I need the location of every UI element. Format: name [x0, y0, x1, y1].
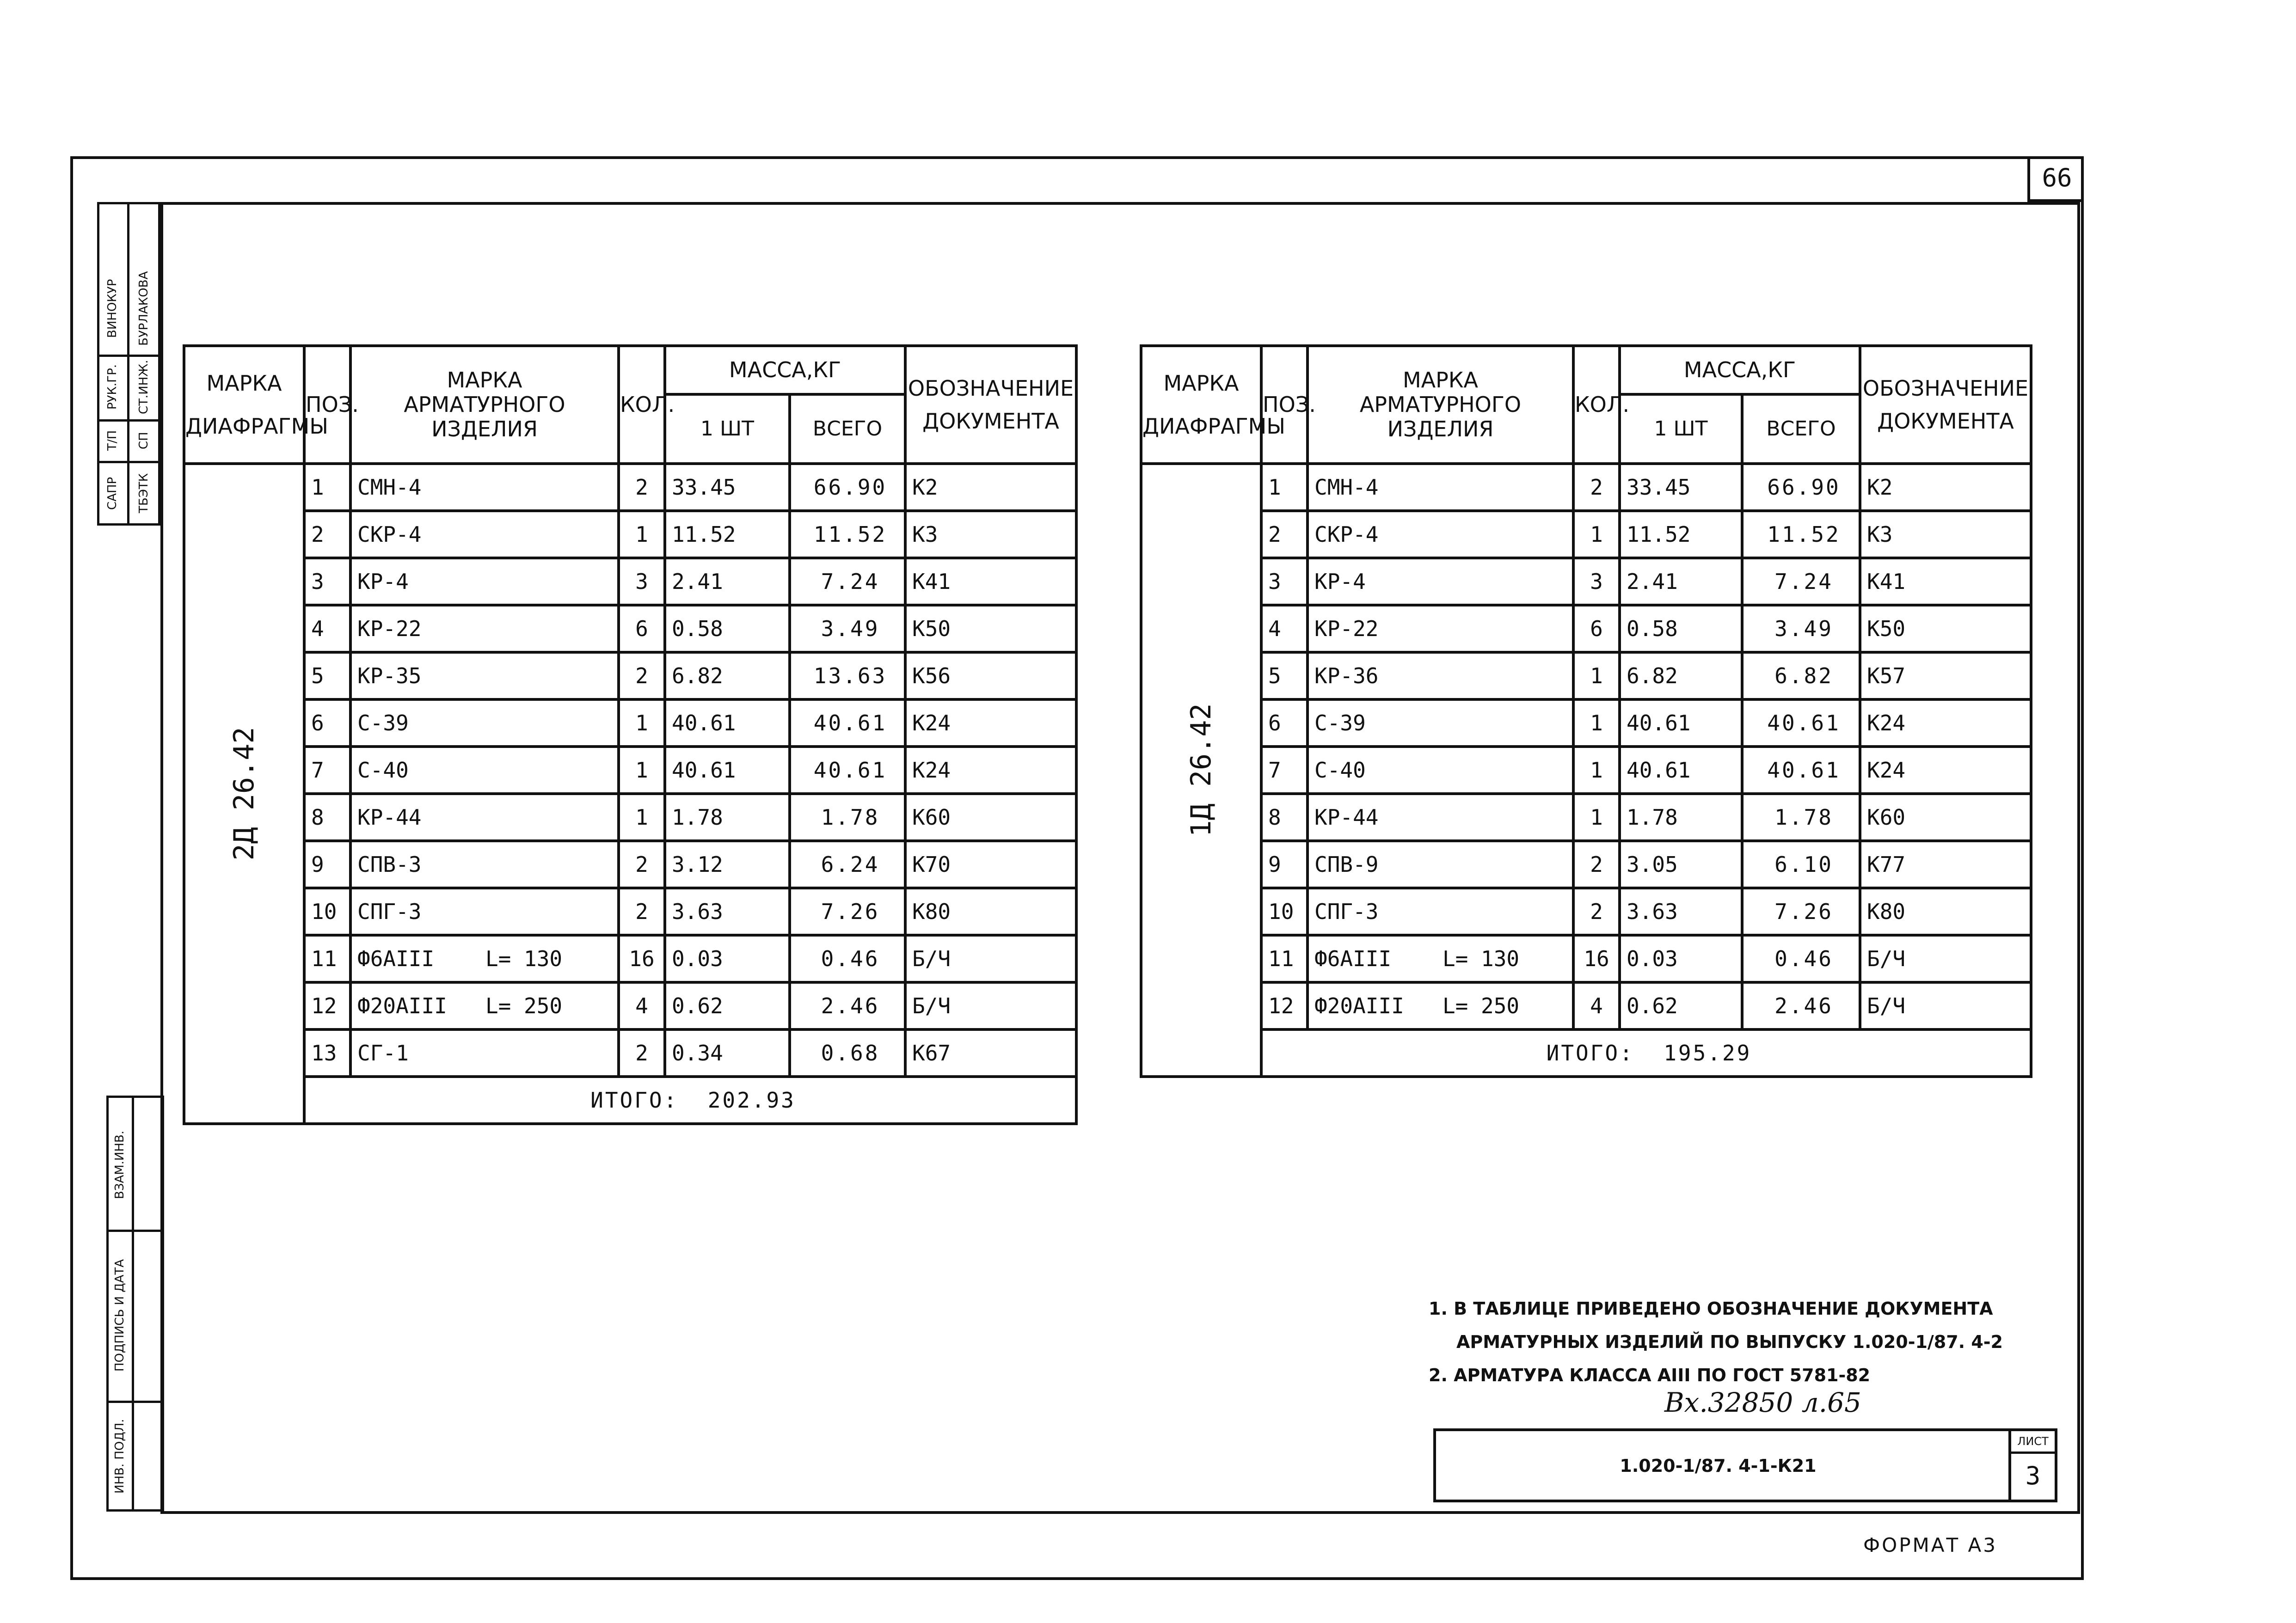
header-qty: КОЛ. — [619, 346, 665, 464]
cell-mass-one: 33.45 — [665, 464, 790, 511]
cell-mass-total: 3.49 — [790, 605, 905, 652]
format-label: ФОРМАТ А3 — [1863, 1534, 1997, 1556]
cell-doc: К60 — [1860, 794, 2031, 841]
document-code: 1.020-1/87. 4-1-К21 — [1620, 1456, 1817, 1476]
diaphragm-mark-label: 1Д 26.42 — [1185, 703, 1217, 837]
cell-mass-one: 40.61 — [1620, 747, 1742, 794]
table-row — [1141, 747, 2031, 794]
cell-doc: К77 — [1860, 841, 2031, 888]
cell-mass-total: 7.24 — [790, 558, 905, 605]
cell-mass-one: 0.58 — [665, 605, 790, 652]
header-mass: МАССА,КГ — [665, 346, 905, 394]
cell-mass-total: 7.24 — [1742, 558, 1860, 605]
cell-mass-total: 2.46 — [1742, 982, 1860, 1029]
cell-pos: 7 — [304, 747, 350, 794]
cell-doc: К41 — [1860, 558, 2031, 605]
cell-pos: 9 — [1261, 841, 1308, 888]
cell-mass-one: 3.12 — [665, 841, 790, 888]
cell-mark: СКР-4 — [350, 511, 619, 558]
cell-doc: К41 — [905, 558, 1076, 605]
cell-mass-total: 6.10 — [1742, 841, 1860, 888]
total-row — [184, 1077, 1076, 1124]
spec-table-right — [1140, 344, 2032, 1078]
cell-pos: 7 — [1261, 747, 1308, 794]
cell-mass-total: 1.78 — [790, 794, 905, 841]
cell-doc: К2 — [905, 464, 1076, 511]
cell-qty: 2 — [619, 652, 665, 699]
cell-mark: Ф20АIII L= 250 — [1308, 982, 1573, 1029]
table-row — [184, 888, 1076, 935]
cell-mass-total: 2.46 — [790, 982, 905, 1029]
stamp-label: ИНВ. ПОДЛ. — [113, 1419, 127, 1494]
cell-mass-total: 0.46 — [790, 935, 905, 982]
cell-mass-one: 11.52 — [1620, 511, 1742, 558]
cell-pos: 9 — [304, 841, 350, 888]
cell-pos: 2 — [1261, 511, 1308, 558]
cell-mass-total: 66.90 — [790, 464, 905, 511]
cell-mass-one: 3.63 — [1620, 888, 1742, 935]
cell-mass-one: 0.03 — [1620, 935, 1742, 982]
cell-mass-total: 40.61 — [1742, 747, 1860, 794]
cell-pos: 6 — [304, 699, 350, 747]
table-row — [1141, 558, 2031, 605]
cell-qty: 2 — [619, 464, 665, 511]
sheet-label: ЛИСТ — [2011, 1431, 2055, 1454]
notes — [1429, 1292, 2003, 1392]
cell-pos: 4 — [304, 605, 350, 652]
table-row — [1141, 699, 2031, 747]
table-row — [184, 982, 1076, 1029]
table-row — [184, 935, 1076, 982]
cell-pos: 3 — [1261, 558, 1308, 605]
cell-qty: 6 — [1573, 605, 1620, 652]
cell-mass-one: 0.62 — [665, 982, 790, 1029]
cell-qty: 16 — [1573, 935, 1620, 982]
header-qty: КОЛ. — [1573, 346, 1620, 464]
cell-doc: К24 — [905, 699, 1076, 747]
cell-doc: К50 — [905, 605, 1076, 652]
cell-mark: КР-44 — [1308, 794, 1573, 841]
cell-doc: Б/Ч — [1860, 935, 2031, 982]
cell-qty: 1 — [1573, 652, 1620, 699]
cell-mark: КР-36 — [1308, 652, 1573, 699]
cell-qty: 2 — [1573, 841, 1620, 888]
cell-mass-total: 1.78 — [1742, 794, 1860, 841]
cell-mass-one: 2.41 — [665, 558, 790, 605]
stamp-label: РУК.ГР. — [105, 364, 119, 410]
stamp-name: СТ.ИНЖ. — [137, 360, 151, 414]
header-item-mark: МАРКА АРМАТУРНОГО ИЗДЕЛИЯ — [350, 346, 619, 464]
cell-mark: Ф6АIII L= 130 — [350, 935, 619, 982]
cell-qty: 3 — [619, 558, 665, 605]
cell-qty: 1 — [619, 699, 665, 747]
spec-table-left — [183, 344, 1078, 1125]
cell-qty: 4 — [619, 982, 665, 1029]
cell-qty: 1 — [1573, 699, 1620, 747]
cell-doc: К80 — [905, 888, 1076, 935]
table-row — [184, 464, 1076, 511]
cell-doc: Б/Ч — [905, 935, 1076, 982]
cell-qty: 1 — [1573, 794, 1620, 841]
side-stamp-bottom — [106, 1096, 164, 1512]
table-row — [184, 794, 1076, 841]
cell-pos: 3 — [304, 558, 350, 605]
stamp-label: САПР — [105, 477, 119, 510]
cell-pos: 13 — [304, 1029, 350, 1077]
cell-mark: КР-22 — [350, 605, 619, 652]
cell-mass-total: 6.82 — [1742, 652, 1860, 699]
diaphragm-mark — [184, 464, 304, 1124]
header-pos: ПОЗ. — [304, 346, 350, 464]
cell-qty: 2 — [1573, 888, 1620, 935]
cell-doc: К50 — [1860, 605, 2031, 652]
note-line: 1. В ТАБЛИЦЕ ПРИВЕДЕНО ОБОЗНАЧЕНИЕ ДОКУМЕНТА — [1429, 1298, 1993, 1319]
cell-mass-one: 0.34 — [665, 1029, 790, 1077]
header-mass-one: 1 ШТ — [1620, 394, 1742, 464]
cell-mark: Ф6АIII L= 130 — [1308, 935, 1573, 982]
cell-pos: 11 — [1261, 935, 1308, 982]
cell-qty: 2 — [619, 888, 665, 935]
cell-mass-total: 13.63 — [790, 652, 905, 699]
cell-mass-total: 0.46 — [1742, 935, 1860, 982]
cell-mark: СМН-4 — [1308, 464, 1573, 511]
total-mass: ИТОГО: 195.29 — [1261, 1029, 2031, 1077]
header-mass-total: ВСЕГО — [790, 394, 905, 464]
table-row — [1141, 464, 2031, 511]
cell-qty: 2 — [619, 841, 665, 888]
cell-pos: 1 — [1261, 464, 1308, 511]
cell-mark: СМН-4 — [350, 464, 619, 511]
cell-doc: К2 — [1860, 464, 2031, 511]
cell-qty: 1 — [619, 511, 665, 558]
cell-mass-one: 33.45 — [1620, 464, 1742, 511]
header-mass: МАССА,КГ — [1620, 346, 1860, 394]
cell-mass-total: 0.68 — [790, 1029, 905, 1077]
cell-qty: 1 — [619, 794, 665, 841]
cell-pos: 6 — [1261, 699, 1308, 747]
header-mass-one: 1 ШТ — [665, 394, 790, 464]
cell-mass-total: 40.61 — [790, 747, 905, 794]
cell-pos: 4 — [1261, 605, 1308, 652]
total-mass: ИТОГО: 202.93 — [304, 1077, 1076, 1124]
cell-doc: К24 — [905, 747, 1076, 794]
cell-pos: 8 — [304, 794, 350, 841]
diaphragm-mark-label: 2Д 26.42 — [228, 727, 260, 861]
cell-pos: 12 — [1261, 982, 1308, 1029]
table-row — [184, 511, 1076, 558]
cell-qty: 1 — [1573, 747, 1620, 794]
title-stamp — [1433, 1428, 2057, 1502]
header-mass-total: ВСЕГО — [1742, 394, 1860, 464]
cell-pos: 5 — [1261, 652, 1308, 699]
stamp-label: ПОДПИСЬ И ДАТА — [113, 1259, 127, 1372]
cell-mass-one: 0.03 — [665, 935, 790, 982]
cell-mark: КР-44 — [350, 794, 619, 841]
cell-doc: К60 — [905, 794, 1076, 841]
cell-qty: 4 — [1573, 982, 1620, 1029]
cell-mark: КР-4 — [1308, 558, 1573, 605]
table-row — [184, 1029, 1076, 1077]
cell-pos: 10 — [1261, 888, 1308, 935]
cell-mark: СПВ-3 — [350, 841, 619, 888]
header-doc: ОБОЗНАЧЕНИЕ ДОКУМЕНТА — [905, 346, 1076, 464]
cell-qty: 1 — [1573, 511, 1620, 558]
handwritten-reference: Вх.32850 л.65 — [1664, 1387, 1861, 1418]
cell-mark: С-39 — [350, 699, 619, 747]
cell-mass-one: 6.82 — [665, 652, 790, 699]
page-number: 66 — [2027, 156, 2084, 202]
table-row — [184, 605, 1076, 652]
cell-mass-total: 66.90 — [1742, 464, 1860, 511]
cell-pos: 5 — [304, 652, 350, 699]
table-row — [1141, 935, 2031, 982]
cell-doc: К3 — [1860, 511, 2031, 558]
cell-mass-one: 2.41 — [1620, 558, 1742, 605]
table-row — [184, 558, 1076, 605]
cell-qty: 3 — [1573, 558, 1620, 605]
header-diaphragm: МАРКА ДИАФРАГМЫ — [184, 346, 304, 464]
cell-doc: К24 — [1860, 747, 2031, 794]
cell-mark: С-40 — [1308, 747, 1573, 794]
header-pos: ПОЗ. — [1261, 346, 1308, 464]
cell-doc: К57 — [1860, 652, 2031, 699]
cell-mark: КР-22 — [1308, 605, 1573, 652]
header-doc: ОБОЗНАЧЕНИЕ ДОКУМЕНТА — [1860, 346, 2031, 464]
table-row — [1141, 982, 2031, 1029]
sheet-number: 3 — [2025, 1461, 2041, 1490]
cell-mark: СКР-4 — [1308, 511, 1573, 558]
cell-mark: СГ-1 — [350, 1029, 619, 1077]
cell-mass-total: 40.61 — [1742, 699, 1860, 747]
cell-doc: К56 — [905, 652, 1076, 699]
stamp-name: БУРЛАКОВА — [137, 271, 151, 346]
cell-mass-one: 3.05 — [1620, 841, 1742, 888]
cell-mark: С-39 — [1308, 699, 1573, 747]
cell-mass-one: 0.58 — [1620, 605, 1742, 652]
table-row — [1141, 511, 2031, 558]
cell-mass-total: 11.52 — [790, 511, 905, 558]
cell-mass-one: 6.82 — [1620, 652, 1742, 699]
table-row — [184, 699, 1076, 747]
cell-mass-total: 6.24 — [790, 841, 905, 888]
cell-qty: 2 — [619, 1029, 665, 1077]
cell-doc: Б/Ч — [1860, 982, 2031, 1029]
cell-qty: 16 — [619, 935, 665, 982]
cell-mass-one: 1.78 — [1620, 794, 1742, 841]
table-body-left — [184, 464, 1076, 1124]
cell-mass-total: 40.61 — [790, 699, 905, 747]
cell-mass-total: 7.26 — [790, 888, 905, 935]
header-item-mark: МАРКА АРМАТУРНОГО ИЗДЕЛИЯ — [1308, 346, 1573, 464]
header-diaphragm: МАРКА ДИАФРАГМЫ — [1141, 346, 1261, 464]
cell-doc: К3 — [905, 511, 1076, 558]
cell-mark: Ф20АIII L= 250 — [350, 982, 619, 1029]
cell-mass-one: 3.63 — [665, 888, 790, 935]
cell-mass-one: 40.61 — [665, 699, 790, 747]
cell-doc: К67 — [905, 1029, 1076, 1077]
cell-mass-one: 11.52 — [665, 511, 790, 558]
cell-pos: 2 — [304, 511, 350, 558]
cell-mass-one: 40.61 — [665, 747, 790, 794]
cell-mark: КР-35 — [350, 652, 619, 699]
table-row — [1141, 841, 2031, 888]
cell-pos: 11 — [304, 935, 350, 982]
stamp-label: ВИНОКУР — [105, 279, 119, 338]
table-row — [184, 652, 1076, 699]
cell-mark: КР-4 — [350, 558, 619, 605]
cell-mass-total: 11.52 — [1742, 511, 1860, 558]
cell-qty: 1 — [619, 747, 665, 794]
cell-doc: Б/Ч — [905, 982, 1076, 1029]
stamp-label: ВЗАМ.ИНВ. — [113, 1130, 127, 1200]
cell-doc: К70 — [905, 841, 1076, 888]
stamp-name: СП — [137, 432, 151, 449]
table-row — [184, 747, 1076, 794]
stamp-name: ТБЭТК — [137, 473, 151, 514]
table-body-right — [1141, 464, 2031, 1077]
cell-mark: СПВ-9 — [1308, 841, 1573, 888]
cell-pos: 12 — [304, 982, 350, 1029]
cell-pos: 1 — [304, 464, 350, 511]
note-line: 2. АРМАТУРА КЛАССА АIII ПО ГОСТ 5781-82 — [1429, 1365, 1871, 1385]
table-row — [184, 841, 1076, 888]
table-row — [1141, 605, 2031, 652]
cell-mass-one: 1.78 — [665, 794, 790, 841]
table-row — [1141, 652, 2031, 699]
total-row — [1141, 1029, 2031, 1077]
cell-mark: С-40 — [350, 747, 619, 794]
cell-mass-total: 3.49 — [1742, 605, 1860, 652]
cell-mass-one: 40.61 — [1620, 699, 1742, 747]
cell-mass-total: 7.26 — [1742, 888, 1860, 935]
cell-qty: 2 — [1573, 464, 1620, 511]
diaphragm-mark — [1141, 464, 1261, 1077]
side-stamp-top — [97, 202, 160, 526]
cell-doc: К24 — [1860, 699, 2031, 747]
cell-mass-one: 0.62 — [1620, 982, 1742, 1029]
cell-pos: 10 — [304, 888, 350, 935]
cell-mark: СПГ-3 — [350, 888, 619, 935]
table-row — [1141, 888, 2031, 935]
table-row — [1141, 794, 2031, 841]
note-line: АРМАТУРНЫХ ИЗДЕЛИЙ ПО ВЫПУСКУ 1.020-1/87. 4-2 — [1456, 1332, 2003, 1352]
stamp-label: Т/П — [105, 430, 119, 451]
cell-mark: СПГ-3 — [1308, 888, 1573, 935]
cell-qty: 6 — [619, 605, 665, 652]
cell-doc: К80 — [1860, 888, 2031, 935]
cell-pos: 8 — [1261, 794, 1308, 841]
